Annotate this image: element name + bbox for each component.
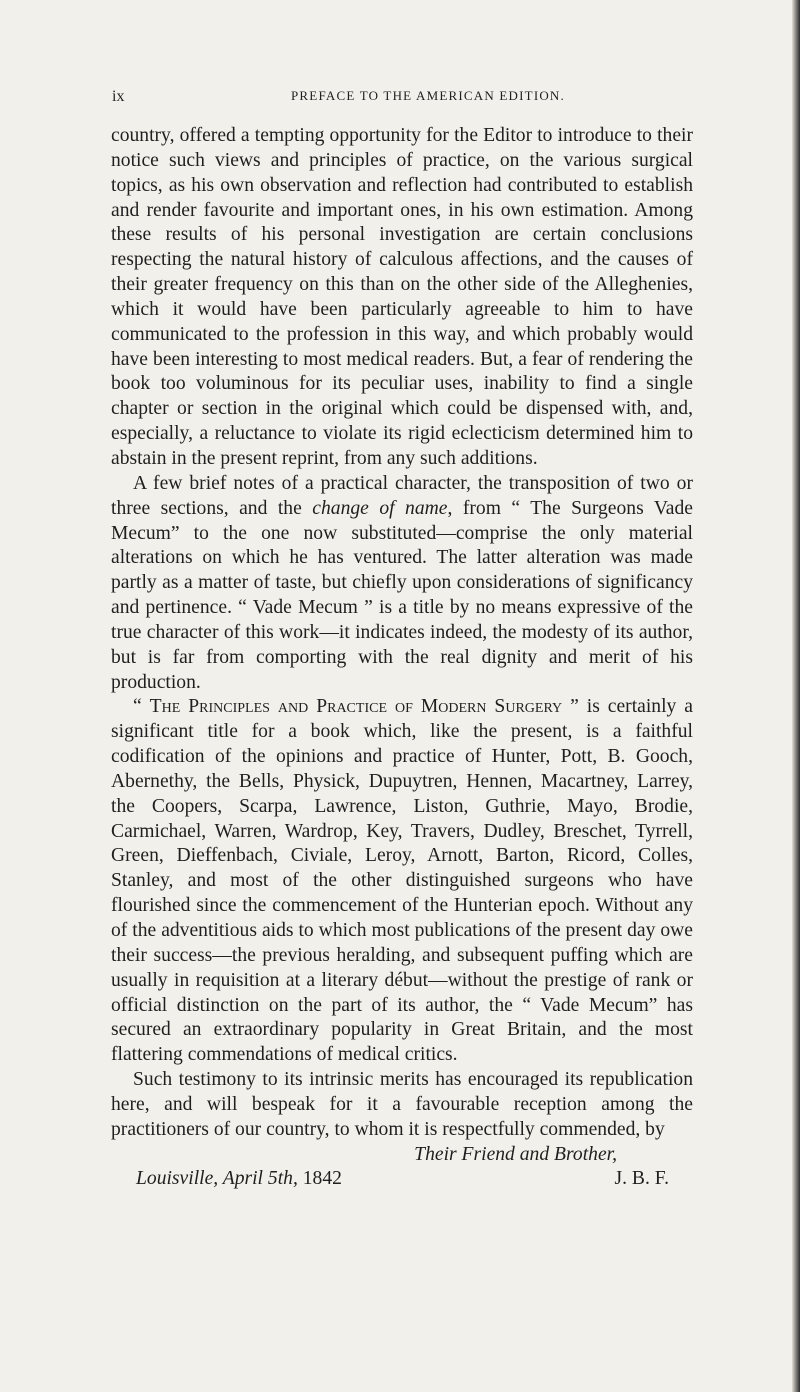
paragraph-2-part-b: , from “ The Surgeons Vade Mecum” to the one now substituted—comprise the only material alterations on which he has ventured. The latter alteration was made partly as a matter of taste, but chiefly upon considerations of significancy and pertinence. “ Vade Mecum ” is a title by no means expressive of the true character of this work—it indicates indeed, the modesty of its author, but is far from comporting with the real dignity and merit of his production. bbox=[111, 497, 693, 693]
book-title-small-caps: The Principles and Practice of Modern Surgery bbox=[149, 696, 563, 718]
paragraph-3-rest: ” is certainly a significant title for a book which, like the present, is a faithful codification of the opinions and practice of Hunter, Pott, B. Gooch, Abernethy, the Bells, Physick, Dupuytren, Hennen, Macartney, Larrey, the Coopers, Scarpa, Lawrence, Liston, Guthrie, Mayo, Brodie, Carmichael, Warren, Wardrop, Key, Travers, Dudley, Breschet, Tyrrell, Green, Dieffenbach, Civiale, Leroy, Arnott, Barton, Ricord, Colles, Stanley, and most of the other distinguished surgeons who have flourished since the commencement of the Hunterian epoch. Without any of the adventitious aids to which most publications of the present day owe their success—the previous heralding, and subsequent puffing which are usually in requisition at a literary début—without the prestige of rank or official distinction on the part of its author, the “ Vade Mecum” has secured an extraordinary popularity in Great Britain, and the most flattering commendations of medical critics. bbox=[111, 696, 693, 1066]
signature-initials: J. B. F. bbox=[614, 1168, 669, 1190]
paragraph-3 bbox=[111, 695, 693, 1068]
change-of-name-italic: change of name bbox=[312, 497, 448, 519]
paragraph-1: country, offered a tempting opportunity for the Editor to introduce to their notice such views and principles of practice, on the various surgical topics, as his own observation and reflection had contributed to establish and render favourite and important ones, in his own estimation. Among these results of his personal investigation are certain conclusions respecting the natural history of calculous affections, and the causes of their greater frequency on this than on the other side of the Alleghenies, which it would have been particularly agreeable to him to have communicated to the profession in this way, and which probably would have been interesting to most medical readers. But, a fear of rendering the book too voluminous for its peculiar uses, inability to find a single chapter or section in the original which could be dispensed with, and, especially, a reluctance to violate its rigid eclecticism determined him to abstain in the present reprint, from any such additions. bbox=[111, 125, 693, 469]
paragraph-2-part-a: A few brief notes of a practical character, the transposition of two or three sections, and the bbox=[111, 472, 693, 519]
paragraph-3-open-quote: “ bbox=[133, 696, 150, 718]
page-number: ix bbox=[112, 88, 125, 105]
page-edge-shadow bbox=[792, 0, 800, 1392]
place-and-date bbox=[111, 1167, 693, 1192]
running-head: PREFACE TO THE AMERICAN EDITION. bbox=[291, 88, 565, 103]
place-date-text: Louisville, April 5th, bbox=[136, 1168, 298, 1190]
paragraph-4: Such testimony to its intrinsic merits has encouraged its republication here, and will bespeak for it a favourable reception among the practitioners of our country, to whom it is respectfully commended, by bbox=[111, 1069, 693, 1140]
page-header bbox=[112, 84, 712, 108]
body-text bbox=[111, 124, 693, 1192]
paragraph-2 bbox=[111, 472, 693, 696]
year-text: 1842 bbox=[302, 1168, 342, 1190]
closing-line: Their Friend and Brother, bbox=[414, 1143, 617, 1165]
